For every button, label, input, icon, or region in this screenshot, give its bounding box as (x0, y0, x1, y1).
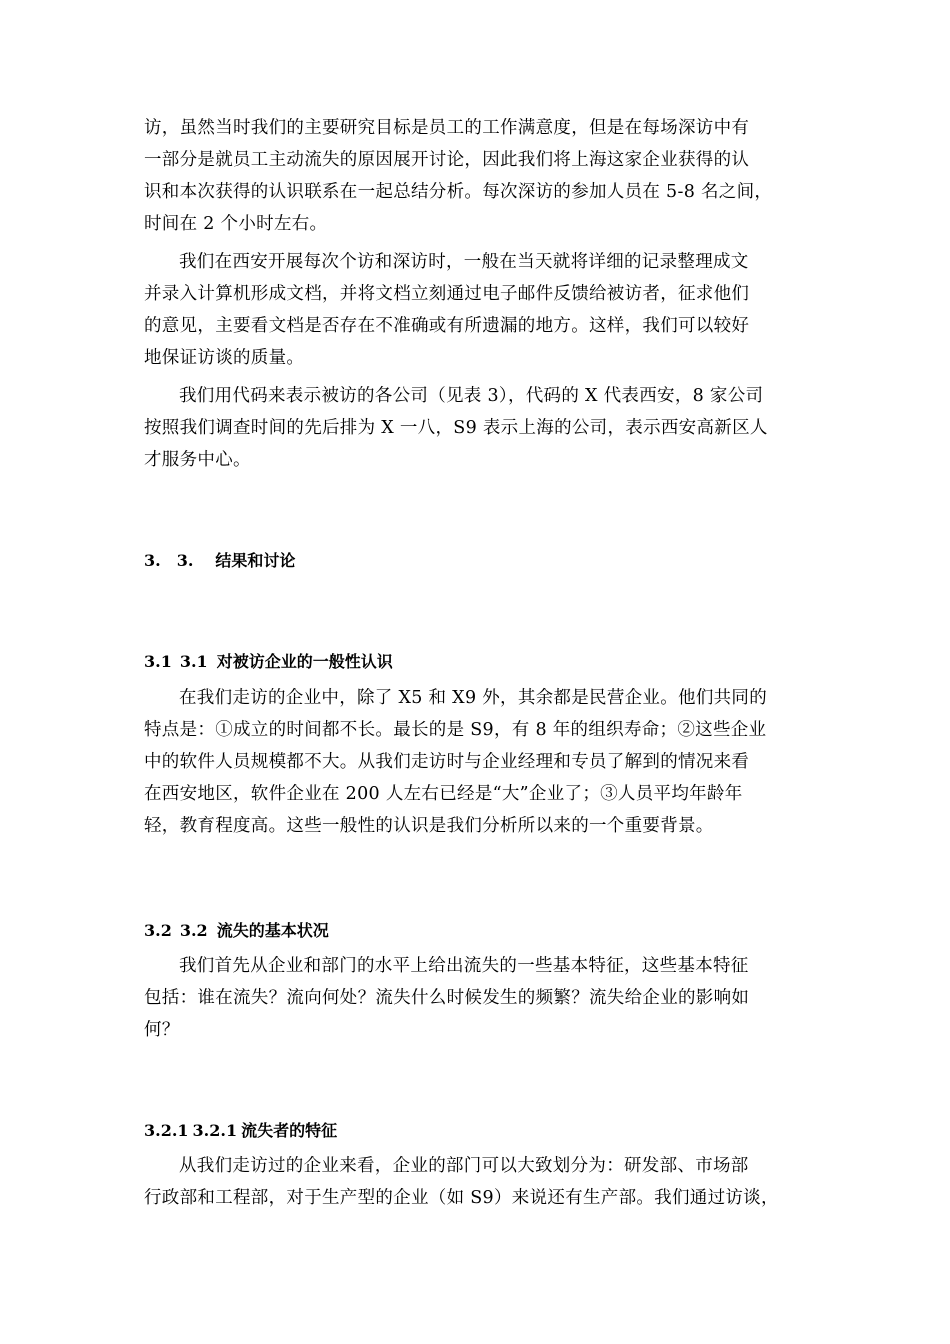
paragraph-line: 在我们走访的企业中，除了 X5 和 X9 外，其余都是民营企业。他们共同的 (179, 688, 768, 708)
paragraph-line: 时间在 2 个小时左右。 (144, 214, 328, 234)
heading-number: 3. (144, 551, 161, 570)
paragraph-line: 识和本次获得的认识联系在一起总结分析。每次深访的参加人员在 5-8 名之间， (144, 182, 773, 202)
paragraph-line: 行政部和工程部，对于生产型的企业（如 S9）来说还有生产部。我们通过访谈， (144, 1188, 779, 1208)
paragraph-line: 轻，教育程度高。这些一般性的认识是我们分析所以来的一个重要背景。 (144, 816, 714, 836)
heading-title: 流失的基本状况 (216, 921, 329, 940)
subsection-heading (144, 1120, 337, 1142)
heading-number: 3.2.1 (192, 1121, 238, 1140)
heading-title: 结果和讨论 (215, 551, 296, 570)
subsection-heading (144, 651, 393, 673)
paragraph-line: 才服务中心。 (144, 450, 251, 470)
paragraph-line: 何？ (144, 1020, 180, 1040)
subsection-heading (144, 920, 329, 942)
paragraph-line: 包括：谁在流失？流向何处？流失什么时候发生的频繁？流失给企业的影响如 (144, 988, 750, 1008)
heading-number: 3.2 (179, 921, 208, 940)
section-heading (144, 550, 295, 572)
heading-title: 对被访企业的一般性认识 (216, 652, 393, 671)
paragraph-line: 中的软件人员规模都不大。从我们走访时与企业经理和专员了解到的情况来看 (144, 752, 750, 772)
paragraph-line: 访，虽然当时我们的主要研究目标是员工的工作满意度，但是在每场深访中有 (144, 118, 750, 138)
paragraph-line: 我们在西安开展每次个访和深访时，一般在当天就将详细的记录整理成文 (179, 252, 749, 272)
paragraph-line: 按照我们调查时间的先后排为 X 一八，S9 表示上海的公司，表示西安高新区人 (144, 418, 768, 438)
paragraph-line: 地保证访谈的质量。 (144, 348, 305, 368)
heading-number: 3.2.1 (144, 1121, 189, 1140)
paragraph-line: 特点是：①成立的时间都不长。最长的是 S9，有 8 年的组织寿命；②这些企业 (144, 720, 767, 740)
paragraph-line: 我们用代码来表示被访的各公司（见表 3），代码的 X 代表西安，8 家公司 (179, 386, 764, 406)
paragraph-line: 的意见，主要看文档是否存在不准确或有所遗漏的地方。这样，我们可以较好 (144, 316, 750, 336)
heading-number: 3.1 (179, 652, 208, 671)
paragraph-line: 一部分是就员工主动流失的原因展开讨论，因此我们将上海这家企业获得的认 (144, 150, 750, 170)
heading-title: 流失者的特征 (241, 1121, 338, 1140)
paragraph-line: 在西安地区，软件企业在 200 人左右已经是“大”企业了；③人员平均年龄年 (144, 784, 743, 804)
paragraph-line: 并录入计算机形成文档，并将文档立刻通过电子邮件反馈给被访者，征求他们 (144, 284, 750, 304)
heading-number: 3. (176, 551, 194, 570)
paragraph-line: 我们首先从企业和部门的水平上给出流失的一些基本特征，这些基本特征 (179, 956, 749, 976)
heading-number: 3.1 (144, 652, 172, 671)
heading-number: 3.2 (144, 921, 172, 940)
paragraph-line: 从我们走访过的企业来看，企业的部门可以大致划分为：研发部、市场部 (179, 1156, 749, 1176)
